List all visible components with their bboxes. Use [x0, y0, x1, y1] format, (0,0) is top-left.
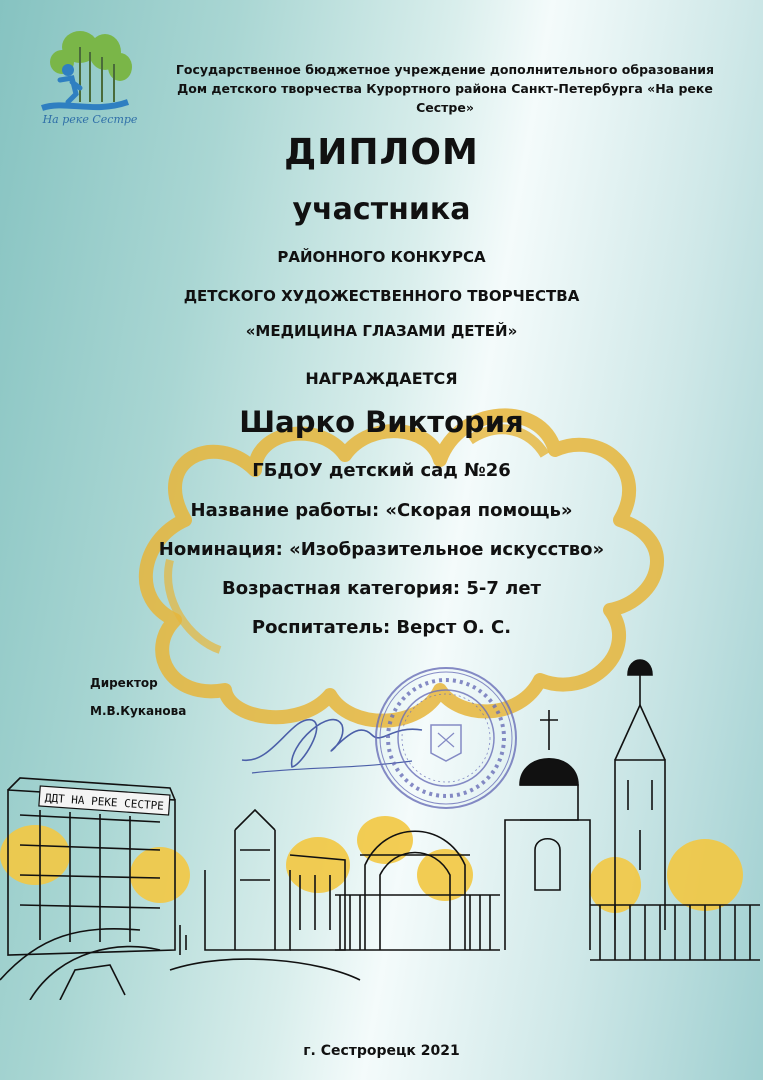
director-name: М.В.Куканова: [90, 704, 187, 718]
org-line-1: Государственное бюджетное учреждение дополнительного образования: [175, 62, 715, 77]
age-category-text: Возрастная категория: 5-7 лет: [222, 578, 541, 599]
participant-subtitle: участника: [292, 192, 471, 227]
director-title: Директор: [90, 676, 158, 690]
org-line-2: Дом детского творчества Курортного района Санкт-Петербурга «На реке Сестре»: [177, 81, 713, 115]
building-sign: ДДТ НА РЕКЕ СЕСТРЕ: [44, 791, 165, 813]
logo-text: На реке Сестре: [42, 113, 138, 126]
diploma-title: ДИПЛОМ: [284, 132, 479, 173]
work-title-text: Название работы: «Скорая помощь»: [190, 500, 573, 521]
organization-header: [175, 60, 715, 117]
institution-text: ГБДОУ детский сад №26: [252, 460, 511, 481]
city-year: г. Сестрорецк 2021: [303, 1043, 460, 1059]
awardee-name: Шарко Виктория: [239, 405, 524, 439]
award-label: НАГРАЖДАЕТСЯ: [305, 369, 458, 388]
nomination-text: Номинация: «Изобразительное искусство»: [158, 539, 605, 560]
contest-line-1: РАЙОННОГО КОНКУРСА: [277, 248, 486, 266]
contest-line-3: «МЕДИЦИНА ГЛАЗАМИ ДЕТЕЙ»: [245, 322, 518, 340]
city-illustration: [0, 650, 763, 1000]
contest-line-2: ДЕТСКОГО ХУДОЖЕСТВЕННОГО ТВОРЧЕСТВА: [183, 287, 580, 305]
teacher-text: Роспитатель: Верст О. С.: [251, 617, 512, 638]
